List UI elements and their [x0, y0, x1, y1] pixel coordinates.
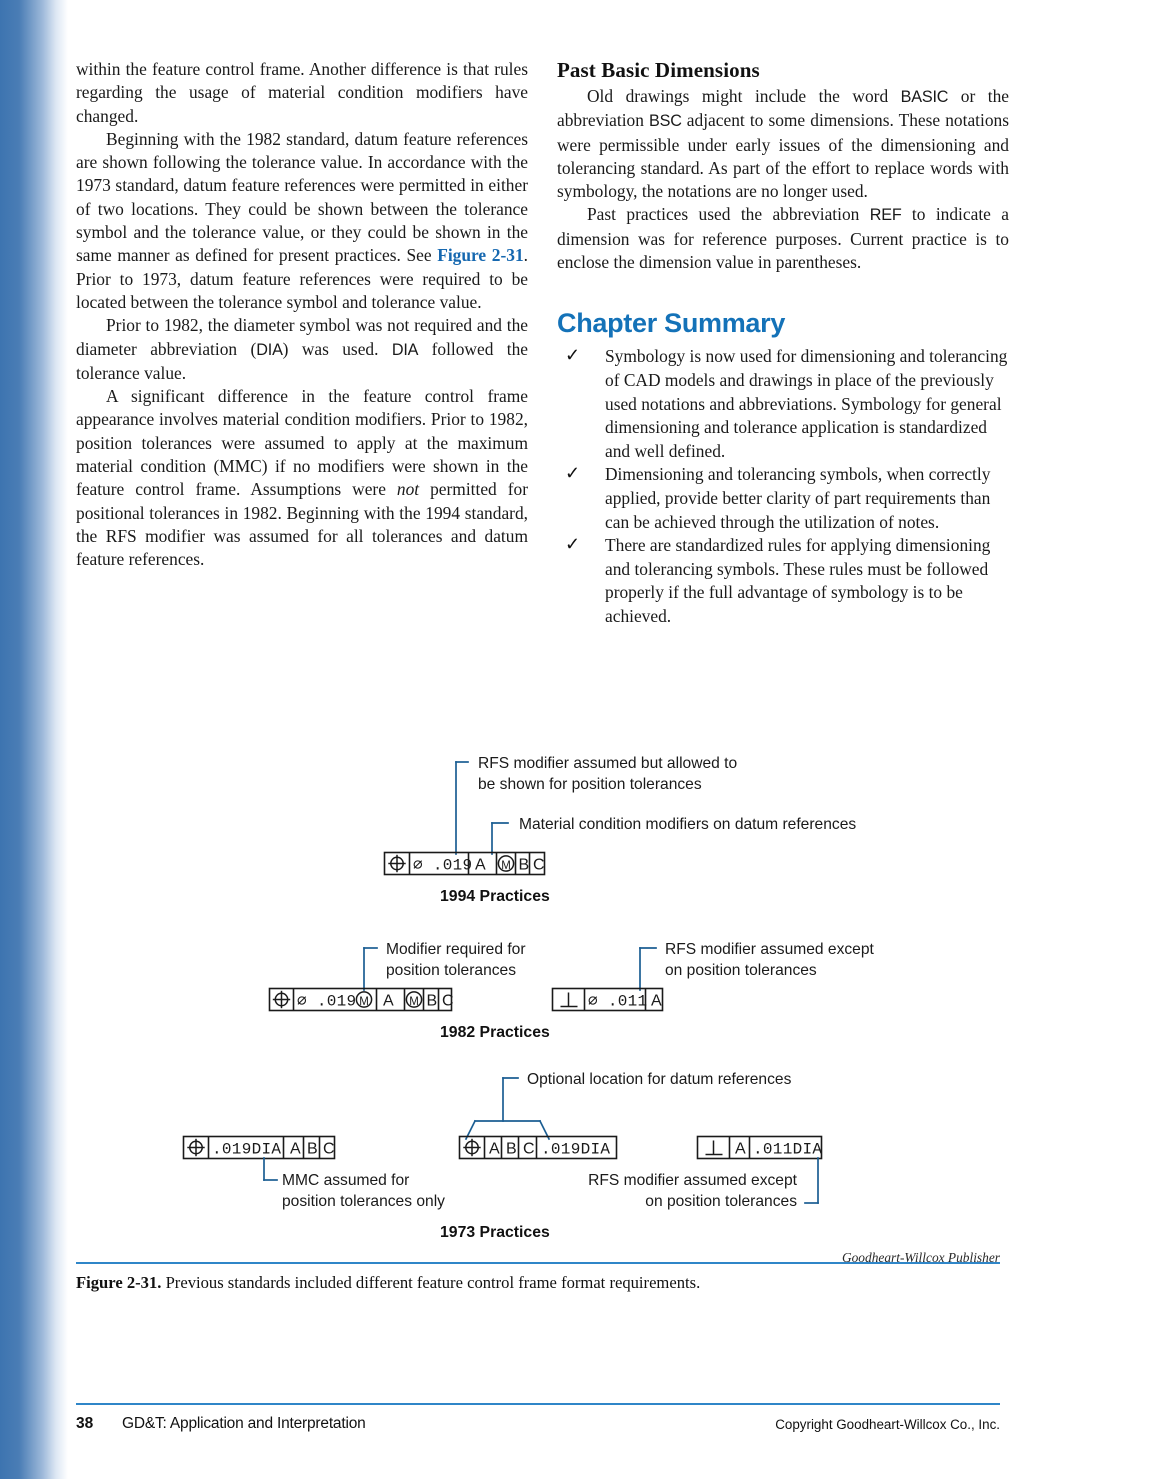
footer-book-title: GD&T: Application and Interpretation — [122, 1415, 366, 1432]
callout-1973-line1: Optional location for datum references — [527, 1071, 792, 1088]
perpendicularity-symbol-icon — [706, 1141, 723, 1155]
chapter-summary-list — [557, 345, 1009, 628]
paragraph-5-a: Old drawings might include the word — [587, 86, 901, 106]
callout-1994-line1: RFS modifier assumed but allowed to — [478, 755, 738, 772]
paragraph-6 — [557, 203, 1009, 274]
footer-page-number: 38 — [76, 1415, 94, 1432]
svg-text:M: M — [409, 996, 419, 1008]
dia-abbrev-2: DIA — [391, 340, 419, 359]
fcf-1982-right — [553, 989, 663, 1011]
fcf-1973-middle-datum-c: C — [523, 1140, 535, 1158]
figure-caption — [76, 1273, 1016, 1293]
right-text-column — [557, 58, 1009, 629]
paragraph-4-emphasis: not — [396, 479, 420, 500]
svg-text:M: M — [501, 860, 511, 872]
fcf-1973-middle-datum-a: A — [489, 1140, 500, 1158]
paragraph-4-text: A significant difference in the feature control frame appearance involves material condition modifiers. Prior to 1982, position tolerances were assumed to apply at the maximum material condition (MMC) if no modifiers were shown in the feature control frame. Assumptions were — [76, 386, 528, 500]
callout-1982-line3: RFS modifier assumed except — [665, 941, 874, 958]
paragraph-5-b: or the abbreviation — [557, 86, 1009, 131]
abbrev-basic: BASIC — [900, 88, 949, 106]
figure-caption-text: Previous standards included different feature control frame format requirements. — [161, 1273, 701, 1292]
callout-1982-line1: Modifier required for — [386, 941, 526, 958]
fcf-1973-right-datum-a: A — [735, 1140, 746, 1158]
callout-1973-line4: RFS modifier assumed except — [588, 1172, 797, 1189]
paragraph-6-a: Past practices used the abbreviation — [587, 204, 870, 225]
callout-1982-line4: on position tolerances — [665, 962, 817, 979]
left-text-column — [76, 58, 528, 572]
fcf-1982-left-datum-a: A — [383, 992, 394, 1010]
callout-1994-line2: be shown for position tolerances — [478, 776, 702, 793]
paragraph-3: Prior to 1982, the diameter symbol was not required and the diameter abbreviation (DIA) was used. DIA followed the tolerance value. — [76, 315, 529, 383]
paragraph-2-text: Beginning with the 1982 standard, datum feature references are shown following the tolerance value. In accordance with the 1973 standard, datum feature references were permitted in either of two locations. They could be shown between the tolerance symbol and the tolerance value, or they could be shown in the same manner as defined for present practices. See — [76, 128, 528, 266]
footer-divider-rule — [76, 1403, 1000, 1405]
fcf-1994 — [385, 853, 545, 875]
fcf-1973-left — [184, 1137, 335, 1159]
figure-caption-label: Figure 2-31. — [76, 1273, 162, 1292]
fcf-1973-right — [698, 1137, 823, 1159]
fcf-1973-middle-tolerance: .019DIA — [541, 1140, 611, 1159]
fcf-1973-right-tolerance: .011DIA — [753, 1140, 823, 1159]
circled-m-icon — [356, 992, 371, 1008]
figure-2-31-graphic — [0, 748, 1156, 1268]
label-1982-practices: 1982 Practices — [440, 1024, 550, 1041]
caption-divider-rule — [76, 1262, 1000, 1264]
dia-abbrev-1: DIA — [256, 340, 283, 359]
fcf-1982-right-datum-a: A — [651, 992, 662, 1010]
check-icon: ✓ — [565, 463, 581, 484]
callout-1973-line5: on position tolerances — [645, 1193, 797, 1210]
paragraph-5-c: adjacent to some dimensions. These notations were permissible under early issues of the dimensioning and tolerancing standard. As part of the effort to replace words with symbology, the notations are no longer used. — [557, 110, 1009, 202]
check-icon: ✓ — [565, 534, 581, 555]
list-item-text: There are standardized rules for applying dimensioning and tolerancing symbols. These rules must be followed properly if the full advantage of symbology is to be achieved. — [605, 535, 991, 626]
fcf-1973-left-datum-b: B — [307, 1140, 318, 1158]
list-item — [557, 534, 1009, 628]
circled-m-icon — [406, 992, 421, 1008]
fcf-1994-datum-c: C — [533, 856, 545, 874]
fcf-1973-middle — [460, 1137, 617, 1159]
paragraph-2 — [76, 128, 528, 314]
fcf-1994-datum-b: B — [518, 856, 530, 874]
callout-1994-line3: Material condition modifiers on datum references — [519, 816, 857, 833]
list-item — [557, 345, 1009, 463]
perpendicularity-symbol-icon — [561, 993, 578, 1007]
position-symbol-icon — [187, 1139, 204, 1156]
section-heading-past-basic-dimensions: Past Basic Dimensions — [557, 58, 760, 82]
figure-reference-link[interactable]: Figure 2-31 — [437, 245, 524, 266]
fcf-1973-left-datum-a: A — [290, 1140, 301, 1158]
paragraph-2-tail: . Prior to 1973, datum feature references were required to be located between the tolerance symbol and tolerance value. — [76, 245, 529, 312]
callout-1982-line2: position tolerances — [386, 962, 517, 979]
paragraph-6-b: to indicate a dimension was for reference purposes. Current practice is to enclose the dimension value in parentheses. — [557, 204, 1009, 273]
position-symbol-icon — [273, 991, 290, 1008]
list-item-text: Symbology is now used for dimensioning and tolerancing of CAD models and drawings in place of the previously used notations and abbreviations. Symbology for general dimensioning and tolerance application is standardized and well defined. — [605, 346, 1008, 461]
label-1994-practices: 1994 Practices — [440, 888, 550, 905]
fcf-1994-tolerance: ⌀ .019 — [413, 856, 473, 875]
circled-m-icon — [498, 856, 513, 872]
fcf-1982-left-tolerance: ⌀ .019 — [297, 992, 357, 1011]
paragraph-5 — [557, 85, 1009, 203]
list-item — [557, 463, 1009, 534]
check-icon: ✓ — [565, 345, 581, 366]
fcf-1973-middle-datum-b: B — [506, 1140, 517, 1158]
publisher-credit: Goodheart-Willcox Publisher — [841, 1250, 1000, 1265]
paragraph-1-text: within the feature control frame. Another difference is that rules regarding the usage of material condition modifiers have changed. — [76, 59, 528, 126]
list-item-text: Dimensioning and tolerancing symbols, when correctly applied, provide better clarity of part requirements than can be achieved through the utilization of notes. — [605, 464, 991, 532]
position-symbol-icon — [388, 855, 405, 872]
paragraph-4 — [76, 385, 528, 571]
fcf-1973-left-datum-c: C — [323, 1140, 335, 1158]
chapter-summary-heading: Chapter Summary — [557, 308, 786, 339]
fcf-1982-right-tolerance: ⌀ .011 — [588, 992, 648, 1011]
label-1973-practices: 1973 Practices — [440, 1224, 550, 1241]
callout-1973-line2: MMC assumed for — [282, 1172, 410, 1189]
fcf-1982-left-datum-b: B — [426, 992, 438, 1010]
svg-text:M: M — [359, 996, 369, 1008]
abbrev-bsc: BSC — [649, 112, 682, 131]
callout-1973-line3: position tolerances only — [282, 1193, 445, 1210]
paragraph-1 — [76, 58, 528, 128]
fcf-1982-left — [270, 989, 454, 1011]
position-symbol-icon — [463, 1139, 480, 1156]
fcf-1982-left-datum-c: C — [442, 992, 454, 1010]
fcf-1973-left-tolerance: .019DIA — [212, 1140, 282, 1159]
fcf-1994-datum-a: A — [475, 856, 486, 874]
paragraph-4-tail: permitted for positional tolerances in 1982. Beginning with the 1994 standard, the RFS modifier was assumed for all tolerances and datum feature references. — [76, 479, 528, 570]
abbrev-ref: REF — [869, 206, 902, 225]
footer-copyright: Copyright Goodheart-Willcox Co., Inc. — [775, 1417, 1000, 1432]
